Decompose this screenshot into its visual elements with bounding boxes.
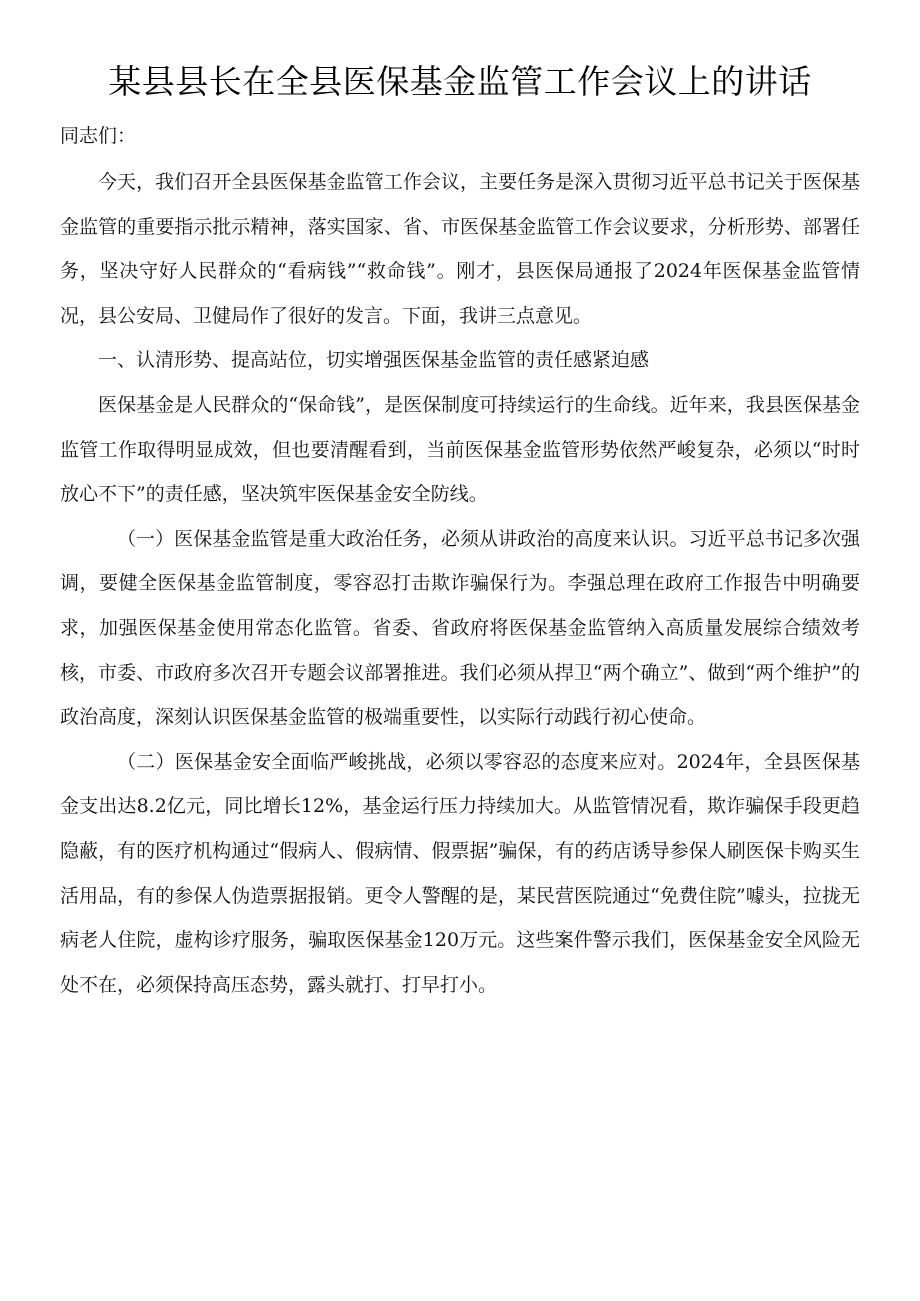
section-heading-1: 一、认清形势、提高站位，切实增强医保基金监管的责任感紧迫感 (98, 349, 650, 372)
paragraph-section-1: 医保基金是人民群众的“保命钱”，是医保制度可持续运行的生命线。近年来，我县医保基金监管工作取得明显成效，但也要清醒看到，当前医保基金监管形势依然严峻复杂，必须以“时时放心不下”的责任感，坚决筑牢医保基金安全防线。 (60, 393, 860, 506)
paragraph-point-2: （二）医保基金安全面临严峻挑战，必须以零容忍的态度来应对。2024年，全县医保基金支出达8.2亿元，同比增长12%，基金运行压力持续加大。从监管情况看，欺诈骗保手段更趋隐蔽，有的医疗机构通过“假病人、假病情、假票据”骗保，有的药店诱导参保人刷医保卡购买生活用品，有的参保人伪造票据报销。更令人警醒的是，某民营医院通过“免费住院”噱头，拉拢无病老人住院，虚构诊疗服务，骗取医保基金120万元。这些案件警示我们，医保基金安全风险无处不在，必须保持高压态势，露头就打、打早打小。 (60, 750, 860, 996)
document-body (60, 160, 860, 1007)
paragraph-intro: 今天，我们召开全县医保基金监管工作会议，主要任务是深入贯彻习近平总书记关于医保基金监管的重要指示批示精神，落实国家、省、市医保基金监管工作会议要求，分析形势、部署任务，坚决守好人民群众的“看病钱”“救命钱”。刚才，县医保局通报了2024年医保基金监管情况，县公安局、卫健局作了很好的发言。下面，我讲三点意见。 (60, 171, 860, 327)
paragraph-point-1: （一）医保基金监管是重大政治任务，必须从讲政治的高度来认识。习近平总书记多次强调，要健全医保基金监管制度，零容忍打击欺诈骗保行为。李强总理在政府工作报告中明确要求，加强医保基金使用常态化监管。省委、省政府将医保基金监管纳入高质量发展综合绩效考核，市委、市政府多次召开专题会议部署推进。我们必须从捍卫“两个确立”、做到“两个维护”的政治高度，深刻认识医保基金监管的极端重要性，以实际行动践行初心使命。 (60, 527, 860, 729)
document-title: 某县县长在全县医保基金监管工作会议上的讲话 (108, 62, 812, 101)
salutation: 同志们： (60, 125, 137, 147)
